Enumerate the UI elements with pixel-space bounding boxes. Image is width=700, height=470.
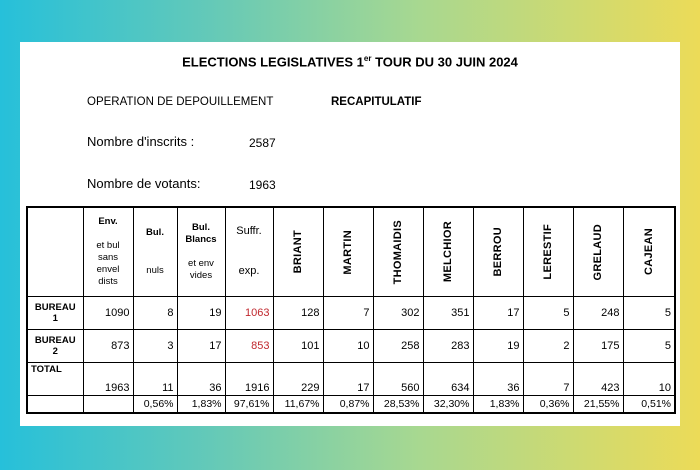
cell-vote: 19 [473, 330, 523, 363]
cell-vote: 101 [273, 330, 323, 363]
candidate-header: MARTIN [323, 207, 373, 297]
table-header-row [27, 207, 675, 297]
pct-vote: 0,87% [323, 396, 373, 414]
pct-vote: 28,53% [373, 396, 423, 414]
cell-env: 1963 [83, 363, 133, 396]
pct-vote: 32,30% [423, 396, 473, 414]
cell-vote: 5 [523, 297, 573, 330]
row-label: BUREAU 2 [27, 330, 83, 363]
row-label: BUREAU 1 [27, 297, 83, 330]
cell-vote: 17 [473, 297, 523, 330]
pct-blancs: 1,83% [177, 396, 225, 414]
candidate-header: MELCHIOR [423, 207, 473, 297]
table-row-bureau-1 [27, 297, 675, 330]
pct-vote: 11,67% [273, 396, 323, 414]
cell-vote: 7 [523, 363, 573, 396]
pct-empty [83, 396, 133, 414]
pct-vote: 0,51% [623, 396, 675, 414]
votants-value: 1963 [249, 178, 276, 192]
cell-vote: 229 [273, 363, 323, 396]
cell-vote: 283 [423, 330, 473, 363]
candidate-header: BERROU [473, 207, 523, 297]
cell-nuls: 3 [133, 330, 177, 363]
cell-vote: 7 [323, 297, 373, 330]
col-nuls: Bul. nuls [133, 207, 177, 297]
cell-suffr: 853 [225, 330, 273, 363]
cell-vote: 2 [523, 330, 573, 363]
table-row-bureau-2 [27, 330, 675, 363]
document-card [20, 42, 680, 426]
candidate-header: BRIANT [273, 207, 323, 297]
cell-vote: 36 [473, 363, 523, 396]
cell-vote: 258 [373, 330, 423, 363]
cell-vote: 351 [423, 297, 473, 330]
cell-suffr: 1063 [225, 297, 273, 330]
candidate-header: THOMAIDIS [373, 207, 423, 297]
col-suffr: Suffr. exp. [225, 207, 273, 297]
cell-vote: 17 [323, 363, 373, 396]
cell-vote: 128 [273, 297, 323, 330]
row-label: TOTAL [27, 363, 83, 396]
cell-vote: 302 [373, 297, 423, 330]
col-env: Env. et bul sans envel dists [83, 207, 133, 297]
cell-blancs: 17 [177, 330, 225, 363]
cell-blancs: 36 [177, 363, 225, 396]
pct-nuls: 0,56% [133, 396, 177, 414]
pct-vote: 21,55% [573, 396, 623, 414]
cell-nuls: 8 [133, 297, 177, 330]
cell-vote: 175 [573, 330, 623, 363]
votants-label: Nombre de votants: [87, 176, 201, 191]
cell-nuls: 11 [133, 363, 177, 396]
page-title: ELECTIONS LEGISLATIVES 1er TOUR DU 30 JUIN 2024 [182, 54, 518, 70]
cell-suffr: 1916 [225, 363, 273, 396]
recap-label: RECAPITULATIF [331, 96, 422, 108]
cell-vote: 5 [623, 330, 675, 363]
candidate-header: CAJEAN [623, 207, 675, 297]
table-row-total [27, 363, 675, 396]
pct-vote: 0,36% [523, 396, 573, 414]
cell-vote: 634 [423, 363, 473, 396]
cell-vote: 5 [623, 297, 675, 330]
cell-vote: 10 [323, 330, 373, 363]
results-table [26, 206, 676, 414]
corner-cell [27, 207, 83, 297]
inscrits-value: 2587 [249, 136, 276, 150]
pct-suffr: 97,61% [225, 396, 273, 414]
candidate-header: LERESTIF [523, 207, 573, 297]
candidate-header: GRELAUD [573, 207, 623, 297]
operation-label: OPERATION DE DEPOUILLEMENT [87, 96, 274, 108]
cell-vote: 248 [573, 297, 623, 330]
table-row-percentages [27, 396, 675, 414]
cell-vote: 560 [373, 363, 423, 396]
cell-vote: 423 [573, 363, 623, 396]
cell-blancs: 19 [177, 297, 225, 330]
cell-env: 873 [83, 330, 133, 363]
cell-vote: 10 [623, 363, 675, 396]
pct-empty [27, 396, 83, 414]
inscrits-label: Nombre d'inscrits : [87, 134, 195, 149]
cell-env: 1090 [83, 297, 133, 330]
col-blancs: Bul. Blancs et env vides [177, 207, 225, 297]
pct-vote: 1,83% [473, 396, 523, 414]
